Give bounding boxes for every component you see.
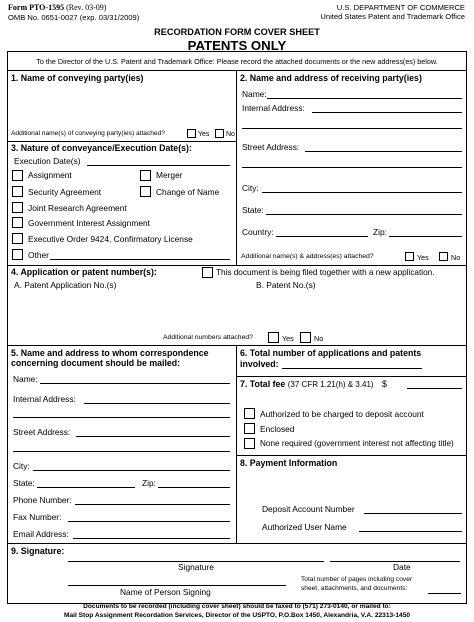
section2-yes-label: Yes [417, 253, 429, 262]
section3-execution-field[interactable] [87, 165, 230, 166]
instruction: To the Director of the U.S. Patent and Trademark Office: Please record the attached documents or the new address(es) below. [36, 57, 438, 66]
name-of-person-field[interactable] [68, 585, 286, 586]
government-interest-label: Government Interest Assignment [28, 218, 150, 228]
authorized-user-field[interactable] [359, 531, 462, 532]
section5-internal-field-2[interactable] [13, 417, 230, 418]
department: U.S. DEPARTMENT OF COMMERCE [336, 3, 465, 12]
total-fee-field[interactable] [407, 388, 462, 389]
section4-heading: 4. Application or patent number(s): [11, 267, 157, 277]
section2-country-field[interactable] [276, 236, 368, 237]
filed-together-label: This document is being filed together with a new application. [216, 268, 435, 277]
divider-7-8 [236, 455, 467, 456]
section4-yes-checkbox[interactable] [268, 332, 279, 343]
section7-heading: 7. Total fee (37 CFR 1.21(h) & 3.41) $ [240, 379, 387, 389]
section2-country-label: Country: [242, 227, 274, 237]
section9-heading: 9. Signature: [11, 546, 65, 556]
deposit-account-field[interactable] [364, 513, 462, 514]
section1-heading: 1. Name of conveying party(ies) [11, 73, 144, 83]
security-checkbox[interactable] [12, 186, 23, 197]
name-of-person-label: Name of Person Signing [120, 587, 211, 597]
divider-top [7, 70, 467, 71]
section4-no-label: No [314, 334, 324, 343]
section2-additional: Additional name(s) & address(es) attached? [241, 253, 374, 260]
change-name-label: Change of Name [156, 187, 220, 197]
authorized-charge-checkbox[interactable] [244, 408, 255, 419]
section2-zip-field[interactable] [389, 236, 462, 237]
security-label: Security Agreement [28, 187, 102, 197]
section1-yes-checkbox[interactable] [187, 129, 196, 138]
section4-no-checkbox[interactable] [300, 332, 311, 343]
enclosed-label: Enclosed [260, 424, 295, 434]
signature-label: Signature [178, 562, 214, 572]
section5-phone-label: Phone Number: [13, 495, 72, 505]
joint-research-checkbox[interactable] [12, 202, 23, 213]
divider-col-1 [236, 70, 237, 265]
section2-street-field-2[interactable] [242, 167, 462, 168]
section3-heading: 3. Nature of conveyance/Execution Date(s): [11, 143, 192, 153]
section5-internal-label: Internal Address: [13, 394, 76, 404]
section5-name-field[interactable] [40, 383, 230, 384]
assignment-checkbox[interactable] [12, 170, 23, 181]
section2-name-label: Name: [242, 89, 267, 99]
section2-internal-label: Internal Address: [242, 103, 305, 113]
form-title: RECORDATION FORM COVER SHEET [154, 27, 320, 37]
section5-fax-label: Fax Number: [13, 512, 62, 522]
section2-internal-field[interactable] [312, 112, 462, 113]
omb-number: OMB No. 0651-0027 (exp. 03/31/2009) [8, 13, 140, 22]
authorized-user-label: Authorized User Name [262, 522, 347, 532]
section5-street-field[interactable] [76, 436, 230, 437]
section2-no-label: No [451, 253, 461, 262]
section5-city-field[interactable] [33, 470, 230, 471]
section5-heading-2: concerning document should be mailed: [11, 358, 181, 368]
section5-email-label: Email Address: [13, 529, 69, 539]
section2-no-checkbox[interactable] [439, 252, 448, 261]
form-number: Form PTO-1595 (Rev. 03-09) [8, 3, 107, 12]
form-subtitle: PATENTS ONLY [187, 38, 287, 53]
section2-internal-field-2[interactable] [242, 128, 462, 129]
section5-city-label: City: [13, 461, 30, 471]
divider-row-9 [7, 543, 467, 544]
patent-no-label: B. Patent No.(s) [256, 280, 316, 290]
office: United States Patent and Trademark Office [320, 12, 465, 21]
footer-line-1: Documents to be recorded (including cover sheet) should be faxed to (571) 273-0140, or mailed to: [83, 603, 391, 610]
section2-heading: 2. Name and address of receiving party(ies) [240, 73, 422, 83]
section2-state-field[interactable] [266, 214, 462, 215]
total-applications-field[interactable] [282, 368, 422, 369]
section2-yes-checkbox[interactable] [405, 252, 414, 261]
section3-execution-label: Execution Date(s) [14, 156, 81, 166]
section2-city-field[interactable] [262, 192, 462, 193]
section1-yes-label: Yes [198, 131, 210, 138]
divider-6-7 [236, 376, 467, 377]
section1-no-checkbox[interactable] [215, 129, 224, 138]
section5-state-field[interactable] [37, 487, 135, 488]
section5-fax-field[interactable] [68, 521, 230, 522]
other-label: Other [28, 250, 49, 260]
section4-additional: Additional numbers attached? [163, 334, 253, 341]
deposit-account-label: Deposit Account Number [262, 504, 355, 514]
none-required-label: None required (government interest not affecting title) [260, 439, 454, 448]
divider-1-3 [7, 141, 236, 142]
total-pages-field[interactable] [428, 593, 461, 594]
section1-no-label: No [226, 131, 235, 138]
assignment-label: Assignment [28, 170, 72, 180]
divider-row-4 [7, 265, 467, 266]
divider-row-5 [7, 345, 467, 346]
merger-label: Merger [156, 170, 183, 180]
executive-order-label: Executive Order 9424, Confirmatory License [28, 234, 193, 244]
section8-heading: 8. Payment Information [240, 458, 338, 468]
executive-order-checkbox[interactable] [12, 233, 23, 244]
section2-name-field[interactable] [267, 98, 462, 99]
section5-zip-field[interactable] [158, 487, 230, 488]
section5-state-label: State: [13, 478, 35, 488]
authorized-charge-label: Authorized to be charged to deposit account [260, 409, 424, 419]
total-pages-label-2: sheet, attachments, and documents: [301, 585, 408, 592]
section5-heading-1: 5. Name and address to whom correspondence [11, 348, 209, 358]
section5-email-field[interactable] [73, 538, 230, 539]
section6-heading-1: 6. Total number of applications and patents [240, 348, 422, 358]
none-required-checkbox[interactable] [244, 438, 255, 449]
section6-heading-2: involved: [240, 359, 279, 369]
merger-checkbox[interactable] [140, 170, 151, 181]
section5-street-field-2[interactable] [13, 451, 230, 452]
divider-col-2 [236, 345, 237, 543]
section5-name-label: Name: [13, 374, 38, 384]
section1-additional: Additional name(s) of conveying party(ies) attached? [11, 130, 165, 137]
other-checkbox[interactable] [12, 249, 23, 260]
section2-city-label: City: [242, 183, 259, 193]
section2-zip-label: Zip: [373, 227, 387, 237]
section5-internal-field[interactable] [84, 403, 230, 404]
change-name-checkbox[interactable] [140, 186, 151, 197]
date-label: Date [393, 562, 411, 572]
enclosed-checkbox[interactable] [244, 423, 255, 434]
section5-street-label: Street Address: [13, 427, 71, 437]
section2-state-label: State: [242, 205, 264, 215]
other-field[interactable] [50, 259, 230, 260]
application-no-label: A. Patent Application No.(s) [14, 280, 117, 290]
section5-phone-field[interactable] [75, 504, 230, 505]
section2-street-field[interactable] [305, 151, 462, 152]
footer-line-2: Mail Stop Assignment Recordation Services, Director of the USPTO, P.O.Box 1450, Alexandria, V.A. 22313-1450 [63, 612, 411, 619]
total-pages-label-1: Total number of pages including cover [301, 576, 413, 583]
joint-research-label: Joint Research Agreement [28, 203, 127, 213]
section5-zip-label: Zip: [142, 478, 156, 488]
section2-street-label: Street Address: [242, 142, 300, 152]
filed-together-checkbox[interactable] [202, 267, 213, 278]
section4-yes-label: Yes [282, 334, 294, 343]
government-interest-checkbox[interactable] [12, 217, 23, 228]
